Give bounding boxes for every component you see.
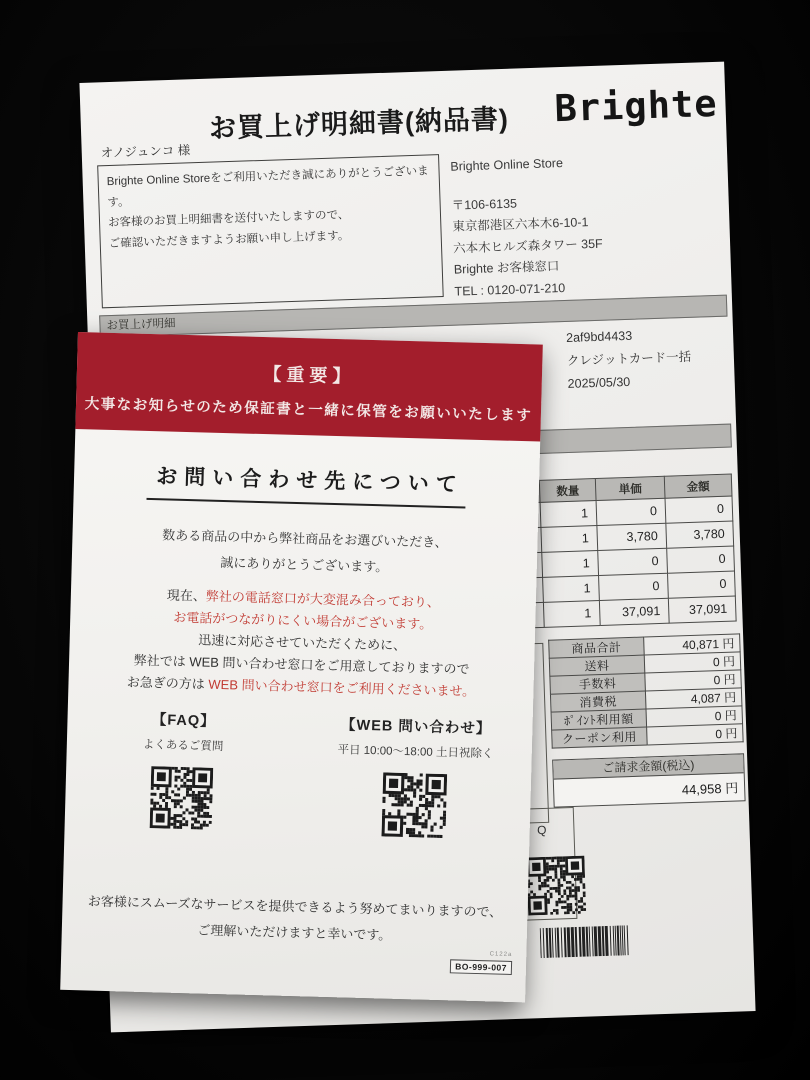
total-box [552, 753, 745, 807]
notice-heading: お問い合わせ先について [74, 458, 540, 511]
order-number: 2af9bd4433 [565, 328, 633, 345]
item-qty: 1 [540, 501, 597, 528]
faq-column [64, 706, 300, 839]
item-amount: 0 [667, 546, 735, 573]
payment-method: クレジットカード一括 [566, 349, 692, 368]
item-amount: 0 [665, 496, 733, 523]
contact-columns [64, 706, 532, 846]
phone-notice-paragraph: 現在、弊社の電話窓口が大変混み合っており、 お電話がつながりにくい場合がございます。 迅速に対応させていただくために、 弊社では WEB 問い合わせ窓口をご用意しておりますので お急ぎの方は WEB 問い合わせ窓口をご利用くださいませ。 [126, 587, 476, 699]
item-qty: 1 [542, 551, 599, 578]
summary-label: 手数料 [550, 673, 646, 694]
faq-title: 【FAQ】 [151, 712, 216, 730]
greeting-line: Brighte Online Storeをご利用いただき誠にありがとうございます。 [106, 165, 429, 209]
summary-value: 0 円 [646, 706, 743, 727]
greeting-line: ご確認いただきますようお願い申し上げます。 [108, 230, 350, 251]
closing-paragraph: お客様にスムーズなサービスを提供できるよう努めてまいりますので、 ご理解いただけますと幸いです。 [87, 893, 503, 943]
item-amount: 37,091 [668, 596, 736, 623]
banner-subtitle: 大事なお知らせのため保証書と一緒に保管をお願いいたします [84, 396, 533, 425]
store-name: Brighte Online Store [450, 155, 564, 174]
qty-column-header: 数量 [540, 479, 596, 503]
banner-title: 【重要】 [263, 364, 356, 387]
summary-label: クーポン利用 [552, 727, 648, 748]
summary-label: ﾎﾟｲﾝﾄ利用額 [551, 709, 647, 730]
qr-code-receipt [526, 856, 586, 921]
greeting-line: お客様のお買上明細書を送付いたしますので、 [107, 209, 350, 230]
print-code-boxed: BO-999-007 [450, 959, 512, 975]
summary-value: 0 円 [644, 652, 741, 673]
print-code-small: C122a [489, 951, 513, 958]
notice-paper [60, 332, 543, 1002]
partial-text: Q [536, 822, 547, 838]
receipt-title: お買上げ明細書(納品書) [208, 103, 510, 144]
store-desk: Brighte お客様窓口 [453, 259, 560, 277]
store-tel: TEL : 0120-071-210 [454, 280, 566, 299]
greeting-box [97, 154, 444, 308]
summary-value: 40,871 円 [644, 634, 741, 655]
summary-table [548, 633, 744, 748]
store-address: 東京都港区六本木6-10-1 [452, 215, 589, 234]
item-qty: 1 [543, 576, 600, 603]
store-address: 六本木ヒルズ森タワー 35F [452, 236, 603, 256]
summary-value: 0 円 [645, 670, 742, 691]
item-unit-price: 3,780 [597, 523, 667, 550]
store-postal: 〒106-6135 [451, 196, 518, 213]
qr-code-web [381, 772, 447, 843]
item-qty: 1 [544, 600, 601, 627]
qr-code-faq [150, 766, 214, 835]
section-label: お買上げ明細 [106, 317, 176, 333]
item-unit-price: 37,091 [599, 598, 669, 625]
total-value: 44,958 円 [681, 780, 739, 798]
order-info [566, 323, 693, 396]
order-date: 2025/05/30 [567, 374, 631, 391]
item-qty: 1 [541, 526, 598, 553]
total-label: ご請求金額(税込) [553, 754, 744, 779]
thanks-paragraph: 数ある商品の中から弊社商品をお選びいただき、 誠にありがとうございます。 [162, 527, 448, 575]
barcode [540, 925, 633, 958]
item-amount: 3,780 [666, 521, 734, 548]
web-contact-title: 【WEB 問い合わせ】 [340, 717, 492, 738]
item-amount: 0 [668, 571, 736, 598]
print-code-block [450, 950, 512, 976]
summary-label: 商品合計 [549, 637, 645, 658]
item-unit-price: 0 [596, 498, 666, 525]
item-unit-price: 0 [598, 548, 668, 575]
summary-label: 送料 [549, 655, 645, 676]
summary-value: 4,087 円 [645, 688, 742, 709]
item-unit-price: 0 [599, 573, 669, 600]
web-contact-column [297, 712, 533, 845]
faq-subtitle: よくあるご質問 [142, 738, 224, 754]
customer-name: オノジュンコ 様 [100, 143, 191, 161]
web-contact-hours: 平日 10:00〜18:00 土日祝除く [337, 744, 494, 761]
important-banner [75, 332, 542, 442]
amount-column-header: 金額 [664, 474, 732, 498]
brand-logo: Brighte [553, 81, 719, 131]
summary-value: 0 円 [647, 724, 744, 745]
store-address-block [450, 152, 605, 324]
summary-label: 消費税 [550, 691, 646, 712]
unit-price-column-header: 単価 [595, 476, 665, 500]
